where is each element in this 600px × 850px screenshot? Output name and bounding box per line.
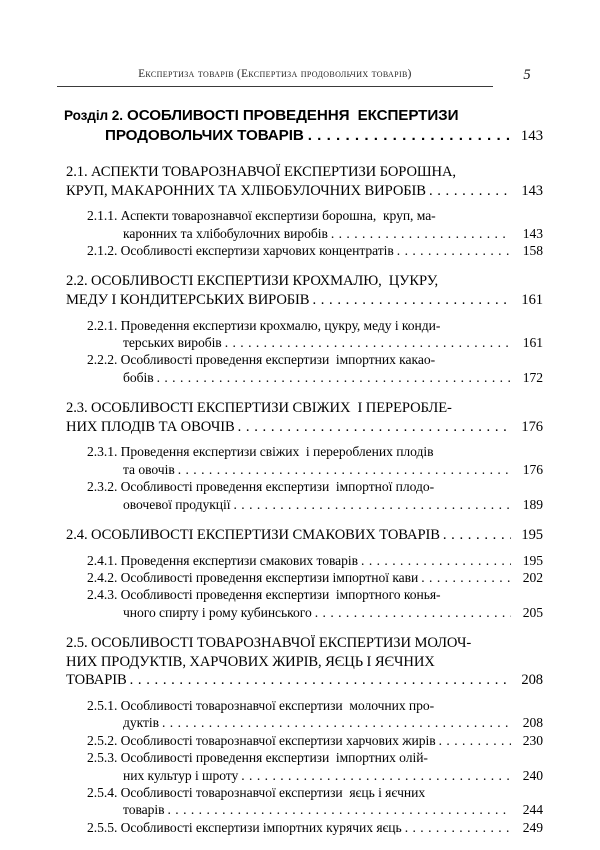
toc-entry-section-2-1[interactable] — [66, 163, 543, 200]
dot-leader — [157, 369, 511, 386]
toc-section-label-line3: ТОВАРІВ — [66, 672, 127, 689]
toc-section-page: 208 — [521, 672, 543, 689]
toc-chapter-line-1 — [64, 106, 543, 126]
toc-subsection-label-line2: терських виробів — [123, 335, 222, 350]
toc-subsection-label-line1: 2.5.5. Особливості експертизи імпортних курячих яєць — [87, 819, 402, 835]
toc-subsection-page: 143 — [522, 225, 543, 241]
toc-subsection-line-2 — [87, 225, 543, 242]
toc-subsection-label-line2: овочевої продукції — [123, 496, 231, 512]
toc-subsection-label-line2: та овочів — [123, 461, 175, 477]
toc-entry-subsection-2-5-2[interactable] — [87, 732, 543, 749]
spacer — [0, 146, 600, 163]
toc-subsection-line-2 — [87, 801, 543, 818]
toc-subsection-line-1 — [87, 242, 543, 259]
table-of-contents — [0, 106, 600, 836]
toc-subsection-line-1 — [87, 443, 543, 460]
toc-section-label-line1: 2.4. ОСОБЛИВОСТІ ЕКСПЕРТИЗИ СМАКОВИХ ТОВАРІВ — [66, 527, 440, 544]
toc-subsection-line-1 — [87, 552, 543, 569]
spacer — [0, 513, 600, 526]
toc-subsection-label-line1: 2.5.2. Особливості товарознавчої експертизи харчових жирів — [87, 732, 436, 748]
dot-leader — [238, 418, 511, 437]
toc-subsection-line-1 — [87, 784, 543, 801]
toc-subsection-label-line1: 2.1.1. Аспекти товарознавчої експертизи борошна, круп, ма- — [87, 208, 436, 224]
toc-section-label-line2: МЕДУ І КОНДИТЕРСЬКИХ ВИРОБІВ — [66, 292, 310, 308]
toc-entry-subsection-2-1-2[interactable] — [87, 242, 543, 259]
toc-entry-section-2-2[interactable] — [66, 272, 543, 309]
toc-entry-subsection-2-1-1[interactable] — [87, 207, 543, 242]
toc-chapter-title-line1: ОСОБЛИВОСТІ ПРОВЕДЕННЯ ЕКСПЕРТИЗИ — [122, 107, 459, 124]
dot-leader — [167, 801, 511, 818]
dot-leader — [130, 671, 511, 690]
running-head-rule — [57, 86, 493, 87]
dot-leader — [443, 526, 511, 545]
toc-subsection-label-line1: 2.4.2. Особливості проведення експертизи імпортної кави — [87, 570, 419, 586]
toc-section-label-line2: КРУП, МАКАРОННИХ ТА ХЛІБОБУЛОЧНИХ ВИРОБІВ — [66, 182, 426, 199]
spacer — [0, 200, 600, 207]
toc-entry-subsection-2-5-1[interactable] — [87, 697, 543, 732]
dot-leader — [421, 569, 511, 586]
toc-subsection-label-line2: них культур і шроту — [123, 767, 239, 783]
toc-subsection-page: 240 — [522, 767, 543, 783]
toc-entry-subsection-2-4-3[interactable] — [87, 586, 543, 621]
running-head — [57, 68, 543, 92]
toc-chapter-title-line2: ПРОДОВОЛЬЧИХ ТОВАРІВ — [105, 127, 304, 144]
toc-section-line-2 — [66, 291, 543, 310]
toc-subsection-line-1 — [87, 819, 543, 836]
spacer — [0, 310, 600, 317]
spacer — [0, 690, 600, 697]
toc-section-page: 176 — [521, 418, 543, 435]
toc-subsection-line-1 — [87, 586, 543, 603]
toc-subsection-page: 189 — [522, 496, 543, 512]
toc-subsection-label-line2: чного спирту і рому кубинського — [123, 604, 312, 620]
spacer — [0, 545, 600, 552]
dot-leader — [315, 604, 511, 621]
toc-subsection-line-2 — [87, 369, 543, 386]
toc-entry-subsection-2-5-4[interactable] — [87, 784, 543, 819]
toc-subsection-page: 176 — [522, 461, 543, 477]
toc-subsection-line-1 — [87, 207, 543, 224]
toc-subsection-label-line2: бобів — [123, 369, 154, 385]
toc-subsection-line-1 — [87, 569, 543, 586]
dot-leader — [361, 552, 511, 569]
toc-section-line-2 — [66, 418, 543, 437]
toc-subsection-line-2 — [87, 496, 543, 513]
toc-section-line-2 — [66, 182, 543, 201]
toc-entry-subsection-2-5-3[interactable] — [87, 749, 543, 784]
toc-entry-section-2-4[interactable] — [66, 526, 543, 545]
toc-subsection-label-line1: 2.3.1. Проведення експертизи свіжих і перероблених плодів — [87, 444, 434, 460]
toc-subsection-line-2 — [87, 767, 543, 784]
toc-subsection-label-line1: 2.5.1. Особливості товарознавчої експертизи молочних про- — [87, 698, 435, 714]
toc-subsection-line-1 — [87, 732, 543, 749]
toc-subsection-page: 249 — [522, 819, 543, 835]
toc-subsection-line-1 — [87, 351, 543, 368]
page-number-folio: 5 — [523, 67, 531, 83]
toc-subsection-line-2 — [87, 461, 543, 478]
toc-section-line-1 — [66, 272, 543, 291]
dot-leader — [405, 819, 511, 836]
toc-subsection-line-1 — [87, 317, 543, 334]
toc-section-line-1 — [66, 399, 543, 418]
toc-section-page: 161 — [521, 292, 543, 308]
toc-section-label-line1: 2.3. ОСОБЛИВОСТІ ЕКСПЕРТИЗИ СВІЖИХ І ПЕРЕРОБЛЕ- — [66, 400, 452, 417]
spacer — [0, 259, 600, 272]
dot-leader — [439, 732, 511, 749]
toc-section-line-1 — [66, 634, 543, 653]
toc-entry-subsection-2-4-2[interactable] — [87, 569, 543, 586]
toc-entry-subsection-2-3-1[interactable] — [87, 443, 543, 478]
toc-subsection-page: 205 — [522, 604, 543, 620]
dot-leader — [178, 461, 511, 478]
toc-subsection-label-line1: 2.4.3. Особливості проведення експертизи імпортного конья- — [87, 587, 441, 603]
toc-subsection-page: 158 — [522, 243, 543, 258]
toc-section-line-2 — [66, 653, 543, 672]
toc-entry-subsection-2-5-5[interactable] — [87, 819, 543, 836]
toc-section-label-line1: 2.5. ОСОБЛИВОСТІ ТОВАРОЗНАВЧОЇ ЕКСПЕРТИЗИ МОЛОЧ- — [66, 635, 472, 652]
toc-subsection-page: 202 — [522, 570, 543, 586]
toc-subsection-label-line1: 2.3.2. Особливості проведення експертизи імпортної плодо- — [87, 479, 435, 495]
spacer — [0, 386, 600, 399]
toc-subsection-page: 230 — [522, 732, 543, 748]
toc-section-label-line1: 2.2. ОСОБЛИВОСТІ ЕКСПЕРТИЗИ КРОХМАЛЮ, ЦУКРУ, — [66, 273, 439, 290]
toc-subsection-label-line2: товарів — [123, 802, 165, 818]
toc-subsection-line-1 — [87, 478, 543, 495]
dot-leader — [397, 242, 511, 259]
toc-subsection-label-line1: 2.2.1. Проведення експертизи крохмалю, цукру, меду і конди- — [87, 317, 441, 333]
toc-subsection-label-line1: 2.5.3. Особливості проведення експертизи імпортних олій- — [87, 750, 428, 766]
toc-entry-section-2-3[interactable] — [66, 399, 543, 436]
toc-subsection-label-line1: 2.5.4. Особливості товарознавчої експертизи яєць і яєчних — [87, 785, 426, 801]
toc-subsection-label-line2: дуктів — [123, 715, 159, 731]
toc-subsection-line-2 — [87, 604, 543, 621]
spacer — [0, 436, 600, 443]
dot-leader — [225, 334, 511, 351]
toc-section-label-line1: 2.1. АСПЕКТИ ТОВАРОЗНАВЧОЇ ЕКСПЕРТИЗИ БОРОШНА, — [66, 164, 456, 180]
dot-leader — [241, 767, 511, 784]
toc-subsection-line-2 — [87, 714, 543, 731]
toc-subsection-line-1 — [87, 749, 543, 766]
toc-section-page: 143 — [521, 182, 543, 199]
toc-subsection-line-2 — [87, 334, 543, 351]
toc-subsection-line-1 — [87, 697, 543, 714]
toc-subsection-page: 172 — [522, 369, 543, 385]
dot-leader — [429, 182, 511, 201]
toc-subsection-page: 195 — [522, 552, 543, 568]
toc-section-line-3 — [66, 671, 543, 690]
toc-subsection-label-line1: 2.4.1. Проведення експертизи смакових товарів — [87, 552, 359, 568]
toc-section-line-1 — [66, 526, 543, 545]
toc-chapter-page: 143 — [520, 128, 543, 144]
toc-subsection-label-line1: 2.2.2. Особливості проведення експертизи імпортних какао- — [87, 352, 436, 368]
dot-leader — [233, 496, 511, 513]
spacer — [0, 621, 600, 634]
toc-subsection-page: 208 — [522, 715, 543, 731]
toc-subsection-page: 161 — [522, 335, 543, 350]
toc-section-label-line2: НИХ ПРОДУКТІВ, ХАРЧОВИХ ЖИРІВ, ЯЄЦЬ І ЯЄЧНИХ — [66, 653, 435, 670]
toc-entry-subsection-2-2-2[interactable] — [87, 351, 543, 386]
toc-subsection-label-line2: каронних та хлібобулочних виробів — [123, 225, 328, 241]
dot-leader — [308, 126, 511, 146]
toc-section-line-1 — [66, 163, 543, 182]
toc-subsection-page: 244 — [522, 802, 543, 818]
toc-entry-subsection-2-2-1[interactable] — [87, 317, 543, 352]
toc-entry-chapter-2[interactable] — [64, 106, 543, 146]
toc-chapter-number: Розділ 2. — [64, 108, 123, 123]
toc-subsection-label-line1: 2.1.2. Особливості експертизи харчових концентратів — [87, 243, 394, 258]
toc-section-page: 195 — [521, 527, 543, 544]
dot-leader — [331, 225, 511, 242]
dot-leader — [312, 291, 511, 310]
toc-section-label-line2: НИХ ПЛОДІВ ТА ОВОЧІВ — [66, 418, 235, 435]
dot-leader — [162, 714, 511, 731]
toc-entry-subsection-2-4-1[interactable] — [87, 552, 543, 569]
toc-entry-section-2-5[interactable] — [66, 634, 543, 690]
toc-chapter-line-2 — [64, 126, 543, 146]
running-head-title: Експертиза товарів (Експертиза продовольчих товарів) — [138, 68, 412, 80]
toc-entry-subsection-2-3-2[interactable] — [87, 478, 543, 513]
